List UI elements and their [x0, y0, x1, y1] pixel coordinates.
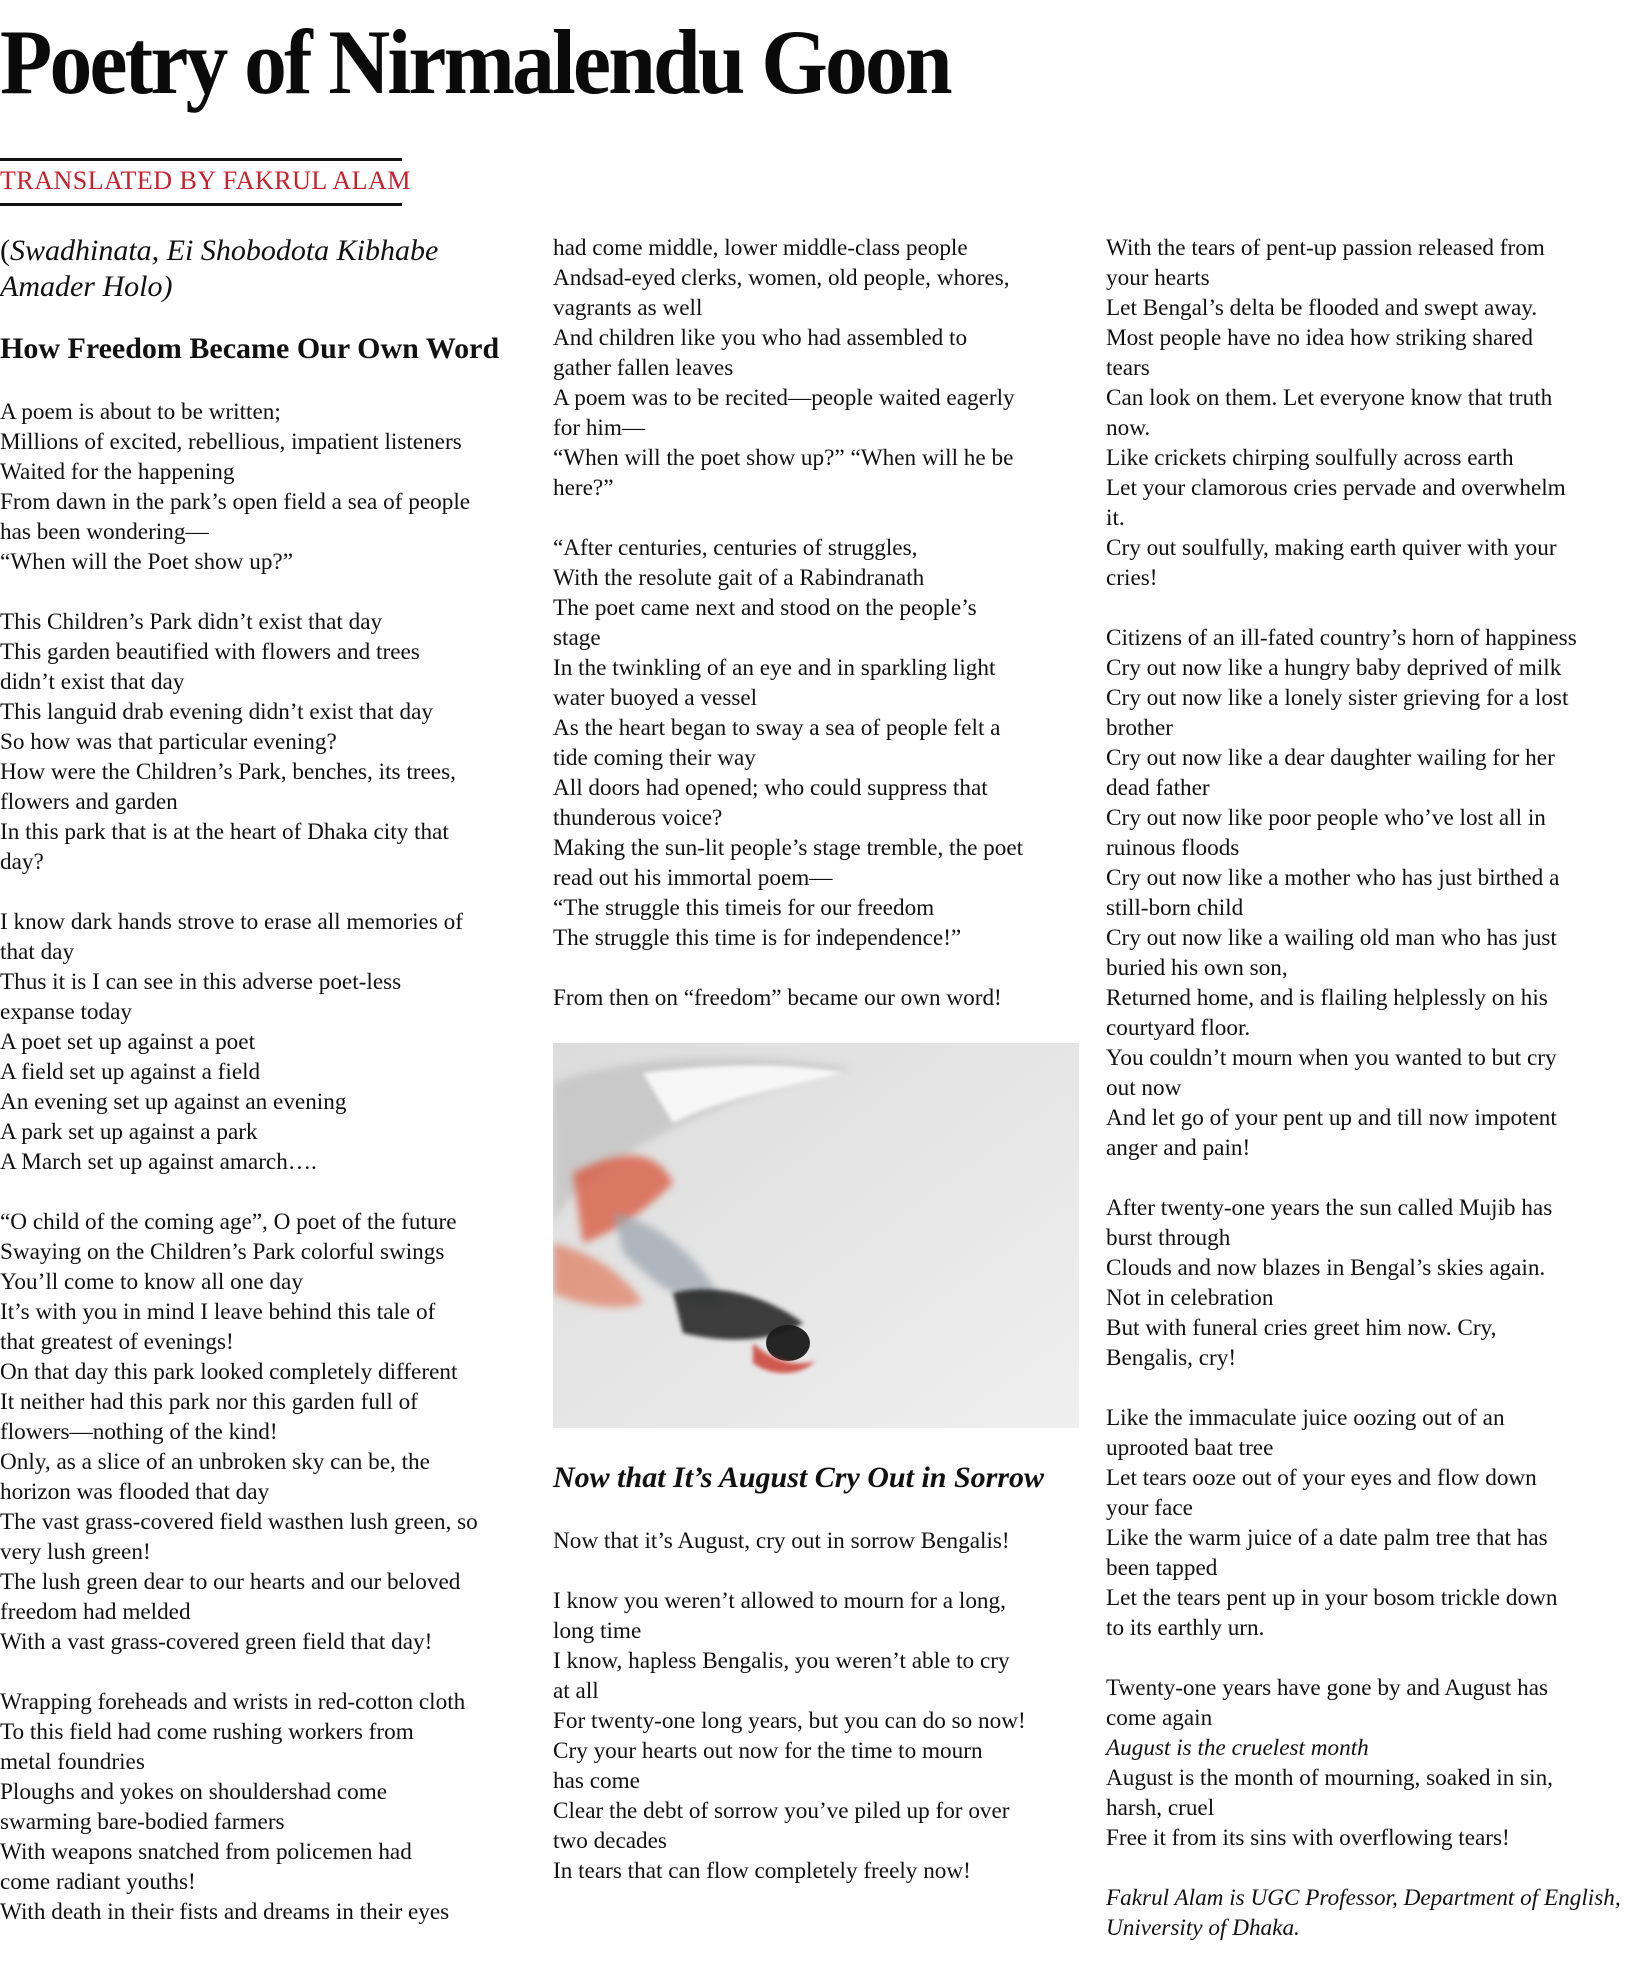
poem-line: Only, as a slice of an unbroken sky can be, the	[0, 1449, 430, 1475]
poem-line: cries!	[1106, 565, 1158, 591]
stanza	[1106, 623, 1634, 1163]
poem-line: A poem is about to be written;	[0, 399, 281, 425]
author-note	[1106, 1883, 1634, 1943]
poem-line: has come	[553, 1768, 640, 1794]
painting-illustration	[553, 1043, 1079, 1428]
poem-line: Let Bengal’s delta be flooded and swept away.	[1106, 295, 1538, 321]
poem-line: A park set up against a park	[0, 1119, 258, 1145]
poem-line: Andsad-eyed clerks, women, old people, whores,	[553, 265, 1010, 291]
poem-line: An evening set up against an evening	[0, 1089, 347, 1115]
stanza	[553, 983, 1081, 1013]
stanza	[0, 397, 525, 577]
poem-line: it.	[1106, 505, 1125, 531]
poem-line: In tears that can flow completely freely now!	[553, 1858, 971, 1884]
poem-line: tears	[1106, 355, 1150, 381]
poem-line: Cry out now like poor people who’ve lost all in	[1106, 805, 1546, 831]
poem-line: here?”	[553, 475, 614, 501]
poem-line: Free it from its sins with overflowing tears!	[1106, 1825, 1510, 1851]
stanza	[0, 607, 525, 877]
poem-line: Ploughs and yokes on shouldershad come	[0, 1779, 388, 1805]
poem-line: didn’t exist that day	[0, 669, 185, 695]
poem-line: With death in their fists and dreams in their eyes	[0, 1899, 450, 1925]
poem-line: From dawn in the park’s open field a sea of people	[0, 489, 471, 515]
poem-line: As the heart began to sway a sea of people felt a	[553, 715, 1001, 741]
poem-line: The lush green dear to our hearts and our beloved	[0, 1569, 461, 1595]
poem-line: You’ll come to know all one day	[0, 1269, 303, 1295]
stanza	[553, 533, 1081, 953]
poem-line: dead father	[1106, 775, 1210, 801]
poem-line: In the twinkling of an eye and in sparkling light	[553, 655, 996, 681]
page-title: Poetry of Nirmalendu Goon	[0, 11, 950, 113]
poem-line: now.	[1106, 415, 1151, 441]
poem-line: come again	[1106, 1705, 1213, 1731]
poem-line: Like the warm juice of a date palm tree that has	[1106, 1525, 1548, 1551]
poem-line: From then on “freedom” became our own word!	[553, 985, 1002, 1011]
poem-line: Cry out now like a lonely sister grieving for a lost	[1106, 685, 1569, 711]
poem-line: for him—	[553, 415, 646, 441]
poem-line: Like the immaculate juice oozing out of an	[1106, 1405, 1505, 1431]
column-1	[0, 233, 525, 1957]
poem-line: This languid drab evening didn’t exist that day	[0, 699, 433, 725]
poem-line: “After centuries, centuries of struggles,	[553, 535, 918, 561]
poem-line: water buoyed a vessel	[553, 685, 758, 711]
painting-figure-head	[766, 1325, 810, 1361]
poem-line: been tapped	[1106, 1555, 1218, 1581]
poem1-stanzas-continued	[553, 233, 1081, 1013]
stanza	[0, 1687, 525, 1927]
poem-line: How were the Children’s Park, benches, its trees,	[0, 759, 456, 785]
poem1-stanzas	[0, 397, 525, 1927]
divider-bottom	[0, 203, 402, 206]
poem-line: With weapons snatched from policemen had	[0, 1839, 412, 1865]
poem-line: vagrants as well	[553, 295, 703, 321]
poem-line: A March set up against amarch….	[0, 1149, 317, 1175]
poem-line: With a vast grass-covered green field that day!	[0, 1629, 433, 1655]
stanza	[553, 1526, 1081, 1556]
poem-line: still-born child	[1106, 895, 1244, 921]
poem-line: Can look on them. Let everyone know that truth	[1106, 385, 1553, 411]
poem-line: Millions of excited, rebellious, impatient listeners	[0, 429, 462, 455]
column-2	[553, 233, 1081, 1916]
stanza	[1106, 1193, 1634, 1373]
poem-line: So how was that particular evening?	[0, 729, 337, 755]
translator-credit: TRANSLATED BY FAKRUL ALAM	[0, 166, 411, 195]
poem-line: brother	[1106, 715, 1173, 741]
poem-line: I know dark hands strove to erase all memories of	[0, 909, 463, 935]
stanza	[1106, 233, 1634, 593]
poem-line: For twenty-one long years, but you can do so now!	[553, 1708, 1026, 1734]
poem-line: Bengalis, cry!	[1106, 1345, 1237, 1371]
poem-line: In this park that is at the heart of Dhaka city that	[0, 819, 449, 845]
poem-line: Let the tears pent up in your bosom trickle down	[1106, 1585, 1558, 1611]
poem-line: Wrapping foreheads and wrists in red-cotton cloth	[0, 1689, 466, 1715]
poem-line: “When will the Poet show up?”	[0, 549, 293, 575]
poem-line: Like crickets chirping soulfully across earth	[1106, 445, 1514, 471]
poem-line: to its earthly urn.	[1106, 1615, 1265, 1641]
poem-line: A poem was to be recited—people waited eagerly	[553, 385, 1015, 411]
poem-line: Thus it is I can see in this adverse poet-less	[0, 969, 402, 995]
original-title-text: Swadhinata, Ei Shobodota Kibhabe Amader Holo)	[0, 234, 439, 303]
poem-line: ruinous floods	[1106, 835, 1240, 861]
poem-line: To this field had come rushing workers from	[0, 1719, 414, 1745]
poem-line: The poet came next and stood on the people’s	[553, 595, 977, 621]
poem-line: Clear the debt of sorrow you’ve piled up for over	[553, 1798, 1010, 1824]
poem-line: day?	[0, 849, 44, 875]
poem-line: I know, hapless Bengalis, you weren’t able to cry	[553, 1648, 1010, 1674]
poem-line: All doors had opened; who could suppress that	[553, 775, 988, 801]
poem2-stanzas	[553, 1526, 1081, 1886]
poem-line: thunderous voice?	[553, 805, 723, 831]
poem-line: Cry out now like a hungry baby deprived of milk	[1106, 655, 1562, 681]
poem-line: With the resolute gait of a Rabindranath	[553, 565, 925, 591]
poem-line: horizon was flooded that day	[0, 1479, 270, 1505]
poem-line: swarming bare-bodied farmers	[0, 1809, 285, 1835]
poem-line: Twenty-one years have gone by and August has	[1106, 1675, 1549, 1701]
poem-line: And children like you who had assembled to	[553, 325, 968, 351]
poem-line: that greatest of evenings!	[0, 1329, 234, 1355]
poem-line: Clouds and now blazes in Bengal’s skies again.	[1106, 1255, 1546, 1281]
poem-line: Waited for the happening	[0, 459, 235, 485]
poem-line: This Children’s Park didn’t exist that day	[0, 609, 383, 635]
column-3	[1106, 233, 1634, 1943]
stanza	[553, 233, 1081, 503]
poem-line: Most people have no idea how striking shared	[1106, 325, 1533, 351]
poem2-last-stanza	[1106, 1673, 1634, 1853]
poem-line: “The struggle this timeis for our freedom	[553, 895, 935, 921]
poem-line: freedom had melded	[0, 1599, 191, 1625]
stanza	[553, 1586, 1081, 1886]
author-note-line: University of Dhaka.	[1106, 1915, 1300, 1941]
poem2-title: Now that It’s August Cry Out in Sorrow	[553, 1461, 1045, 1494]
poem-line: buried his own son,	[1106, 955, 1288, 981]
poem-line: uprooted baat tree	[1106, 1435, 1274, 1461]
poem-line-italic: August is the cruelest month	[1106, 1735, 1369, 1761]
poem-line: With the tears of pent-up passion released from	[1106, 235, 1545, 261]
poem-line: Cry out now like a dear daughter wailing for her	[1106, 745, 1555, 771]
poem-line: It neither had this park nor this garden full of	[0, 1389, 418, 1415]
poem-line: stage	[553, 625, 601, 651]
poem-line: Let your clamorous cries pervade and overwhelm	[1106, 475, 1566, 501]
poem-line: Making the sun-lit people’s stage tremble, the poet	[553, 835, 1024, 861]
poem-line: August is the month of mourning, soaked in sin,	[1106, 1765, 1553, 1791]
poem-line: Let tears ooze out of your eyes and flow down	[1106, 1465, 1537, 1491]
stanza	[0, 907, 525, 1177]
poem-line: had come middle, lower middle-class people	[553, 235, 968, 261]
poem-line: After twenty-one years the sun called Mujib has	[1106, 1195, 1553, 1221]
poem-line: come radiant youths!	[0, 1869, 196, 1895]
poem-line: Now that it’s August, cry out in sorrow Bengalis!	[553, 1528, 1010, 1554]
poem-line: that day	[0, 939, 75, 965]
poem-line: Citizens of an ill-fated country’s horn of happiness	[1106, 625, 1577, 651]
poem-line: On that day this park looked completely different	[0, 1359, 458, 1385]
poem-line: But with funeral cries greet him now. Cry,	[1106, 1315, 1497, 1341]
poem-line: A poet set up against a poet	[0, 1029, 256, 1055]
poem-line: A field set up against a field	[0, 1059, 261, 1085]
poem-line: long time	[553, 1618, 642, 1644]
poem-line: Cry out soulfully, making earth quiver with your	[1106, 535, 1557, 561]
paren-open: (	[0, 234, 10, 267]
poem-line: Cry out now like a mother who has just birthed a	[1106, 865, 1560, 891]
poem-line: The vast grass-covered field wasthen lush green, so	[0, 1509, 478, 1535]
poem1-original-title	[0, 233, 525, 305]
painting-image	[553, 1043, 1079, 1428]
author-note-line: Fakrul Alam is UGC Professor, Department of English,	[1106, 1885, 1621, 1911]
poem-line: You couldn’t mourn when you wanted to but cry	[1106, 1045, 1557, 1071]
poem-line: read out his immortal poem—	[553, 865, 833, 891]
poem-line: Not in celebration	[1106, 1285, 1274, 1311]
poem-line: at all	[553, 1678, 599, 1704]
poem-line: your face	[1106, 1495, 1193, 1521]
poem-line: The struggle this time is for independence!”	[553, 925, 962, 951]
poem-line: Returned home, and is flailing helplessly on his	[1106, 985, 1548, 1011]
poem-line: gather fallen leaves	[553, 355, 734, 381]
stanza	[1106, 1403, 1634, 1643]
poem-line: has been wondering—	[0, 519, 209, 545]
poem-line: very lush green!	[0, 1539, 151, 1565]
poem-line: expanse today	[0, 999, 132, 1025]
poem-line: your hearts	[1106, 265, 1210, 291]
poem-line: “When will the poet show up?” “When will he be	[553, 445, 1014, 471]
poem-line: two decades	[553, 1828, 667, 1854]
poem-line: flowers—nothing of the kind!	[0, 1419, 278, 1445]
poem-line: flowers and garden	[0, 789, 178, 815]
poem-line: “O child of the coming age”, O poet of the future	[0, 1209, 457, 1235]
stanza	[0, 1207, 525, 1657]
poem-line: anger and pain!	[1106, 1135, 1251, 1161]
poem-line: This garden beautified with flowers and trees	[0, 639, 420, 665]
poem2-stanzas-continued	[1106, 233, 1634, 1643]
poem-line: It’s with you in mind I leave behind this tale of	[0, 1299, 436, 1325]
poem-line: out now	[1106, 1075, 1182, 1101]
poem1-title: How Freedom Became Our Own Word	[0, 332, 500, 365]
poem-line: Swaying on the Children’s Park colorful swings	[0, 1239, 445, 1265]
poem-line: Cry your hearts out now for the time to mourn	[553, 1738, 983, 1764]
poem-line: Cry out now like a wailing old man who has just	[1106, 925, 1557, 951]
poem-line: burst through	[1106, 1225, 1231, 1251]
divider-top	[0, 158, 402, 161]
poem-line: harsh, cruel	[1106, 1795, 1215, 1821]
poem-line: tide coming their way	[553, 745, 756, 771]
poem-line: courtyard floor.	[1106, 1015, 1251, 1041]
poem-line: And let go of your pent up and till now impotent	[1106, 1105, 1557, 1131]
poem-line: I know you weren’t allowed to mourn for a long,	[553, 1588, 1006, 1614]
poem-line: metal foundries	[0, 1749, 145, 1775]
